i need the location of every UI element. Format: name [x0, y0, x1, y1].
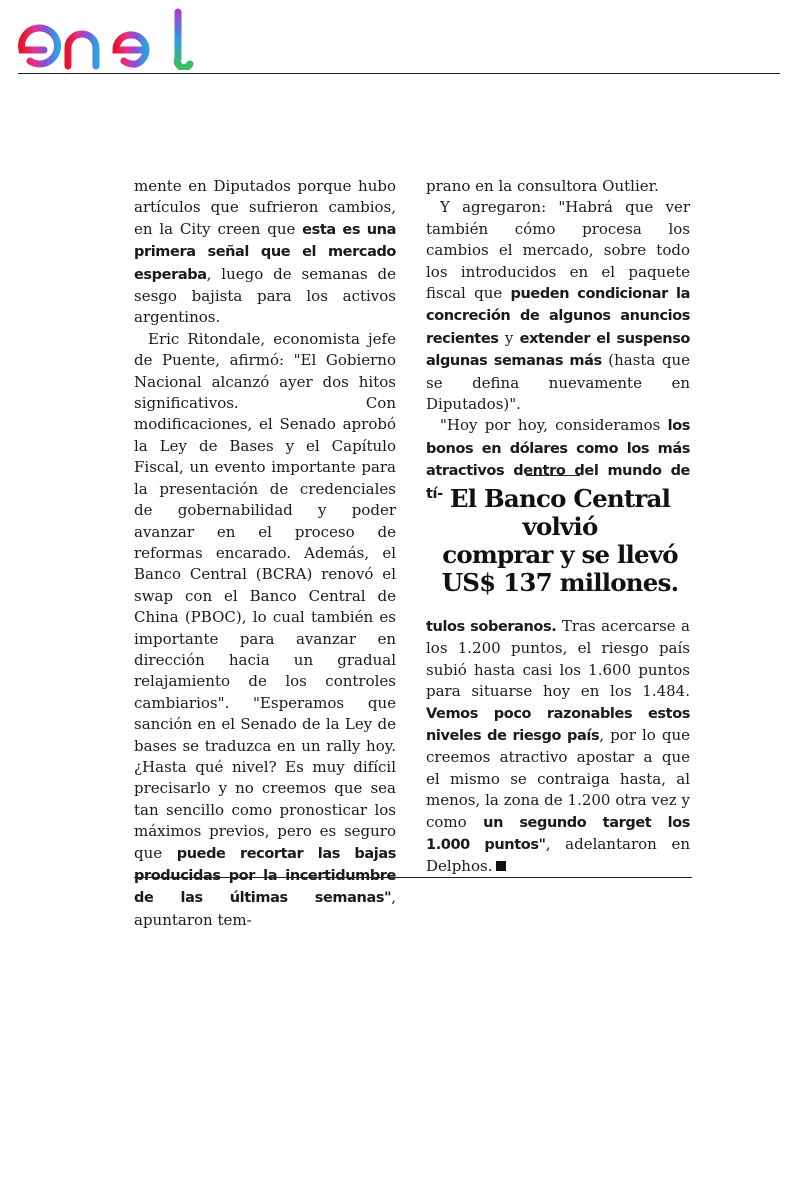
- bold-text: esta es una primera señal que el mercado esperaba: [134, 221, 396, 283]
- body-text: Eric Ritondale, economista jefe de Puente, afirmó: "El Gobierno Nacional alcanzó ayer dos hitos significativos. Con modificaciones, el Senado aprobó la Ley de Bases y el Capítulo Fiscal, un evento importante para la presentación de credenciales de gobernabilidad y poder avanzar en el proceso de reformas encarado. Además, el Banco Central (BCRA) renovó el swap con el Banco Central de China (PBOC), lo cual también es importante para avanzar en dirección hacia un gradual relajamiento de los controles cambiarios". "Esperamos que sanción en el Senado de la Ley de bases se traduzca en un rally hoy. ¿Hasta qué nivel? Es muy difícil precisarlo y no creemos que sea tan sencillo como pronosticar los máximos previos, pero es seguro que: [134, 329, 396, 862]
- headline-line: comprar y se llevó: [442, 540, 678, 569]
- body-text: y: [498, 328, 520, 347]
- body-text: Tras acercarse a los 1.200 puntos, el riesgo país subió hasta casi los 1.600 puntos para situarse hoy en los 1.484.: [426, 617, 690, 701]
- body-text: Y agregaron: "Habrá que ver también cómo procesa los cambios el mercado, sobre todo los introducidos en el paquete fiscal que: [426, 198, 690, 303]
- headline-divider: [526, 475, 580, 476]
- body-text: , adelantaron en Delphos.: [426, 835, 690, 876]
- body-text: , por lo que creemos atractivo apostar a que el mismo se contraiga hasta, al menos, la zona de 1.200 otra vez y como: [426, 726, 691, 831]
- body-text: , apuntaron tem-: [134, 888, 396, 929]
- paragraph: [426, 176, 690, 197]
- bold-text: tulos soberanos.: [426, 619, 557, 635]
- bold-text: extender el suspenso algunas semanas más: [426, 330, 690, 370]
- article-column-left: [134, 176, 396, 931]
- end-of-article-square-icon: [496, 861, 506, 871]
- enel-logo: [18, 6, 198, 70]
- paragraph: [134, 176, 396, 329]
- header-divider: [18, 73, 780, 74]
- paragraph: [426, 197, 690, 415]
- article-bottom-divider: [134, 877, 692, 878]
- bold-text: Vemos poco razonables estos niveles de riesgo país: [426, 705, 690, 745]
- enel-logo-graphic: [18, 6, 198, 70]
- body-text: , luego de semanas de sesgo bajista para los activos argentinos.: [134, 264, 396, 327]
- bold-text: pueden condicionar la concreción de algunos anuncios recientes: [426, 286, 690, 347]
- bold-text: puede recortar las bajas producidas por la incertidumbre de las últimas semanas": [134, 845, 396, 907]
- paragraph: [426, 616, 690, 878]
- body-text: mente en Diputados porque hubo artículos que sufrieron cambios, en la City creen que: [134, 177, 396, 238]
- body-text: "Hoy por hoy, consideramos: [440, 416, 668, 435]
- article-headline: [420, 485, 700, 597]
- headline-line: El Banco Central volvió: [449, 484, 671, 541]
- bold-text: los bonos en dólares como los más atractivos dentro del mundo de tí-: [426, 418, 690, 502]
- body-text: prano en la consultora Outlier.: [426, 177, 659, 195]
- article-column-right-bottom: [426, 616, 690, 878]
- headline-line: US$ 137 millones.: [441, 568, 679, 597]
- bold-text: un segundo target los 1.000 puntos": [426, 814, 690, 854]
- paragraph: [134, 329, 396, 931]
- body-text: (hasta que se defina nuevamente en Diputados)".: [426, 351, 690, 414]
- article-column-right-top: [426, 176, 690, 505]
